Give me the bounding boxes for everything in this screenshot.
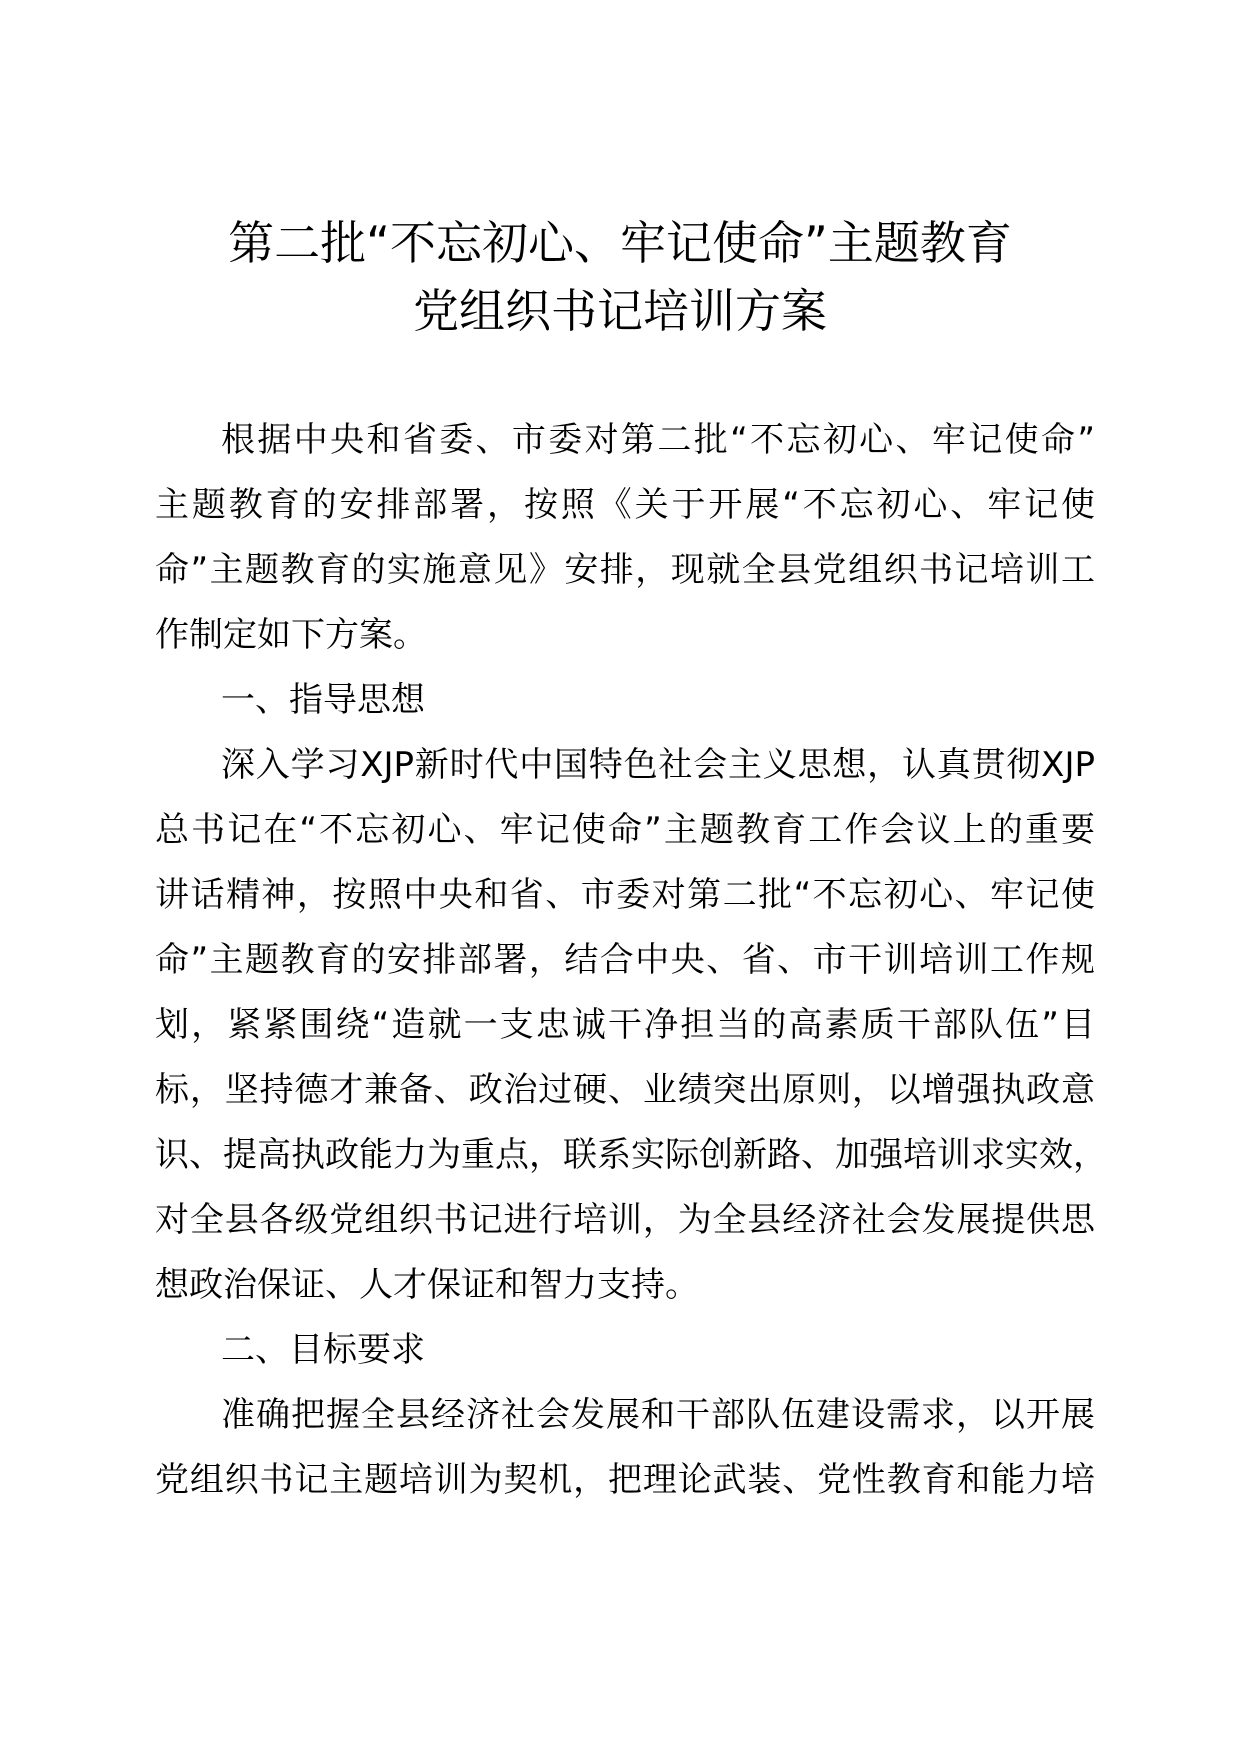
section-heading: 一、指导思想	[221, 680, 425, 720]
paragraph-line: 命”主题教育的实施意见》安排，现就全县党组织书记培训工	[155, 550, 1095, 590]
paragraph-line: 对全县各级党组织书记进行培训，为全县经济社会发展提供思	[155, 1200, 1095, 1240]
paragraph-line: 想政治保证、人才保证和智力支持。	[155, 1265, 699, 1305]
paragraph-line: 作制定如下方案。	[155, 615, 427, 655]
paragraph-line: 标，坚持德才兼备、政治过硬、业绩突出原则，以增强执政意	[155, 1070, 1095, 1110]
paragraph-line: 党组织书记主题培训为契机，把理论武装、党性教育和能力培	[155, 1460, 1095, 1500]
paragraph-line: 命”主题教育的安排部署，结合中央、省、市干训培训工作规	[155, 940, 1095, 980]
document-title-line-2: 党组织书记培训方案	[413, 284, 827, 338]
paragraph-line: 准确把握全县经济社会发展和干部队伍建设需求，以开展	[221, 1395, 1095, 1435]
section-heading: 二、目标要求	[221, 1330, 425, 1370]
paragraph-line: 主题教育的安排部署，按照《关于开展“不忘初心、牢记使	[155, 485, 1095, 525]
paragraph-line: 深入学习XJP新时代中国特色社会主义思想，认真贯彻XJP	[221, 745, 1095, 785]
paragraph-line: 根据中央和省委、市委对第二批“不忘初心、牢记使命”	[221, 420, 1095, 460]
paragraph-line: 划，紧紧围绕“造就一支忠诚干净担当的高素质干部队伍”目	[155, 1005, 1095, 1045]
document-title-line-1: 第二批“不忘初心、牢记使命”主题教育	[228, 216, 1012, 270]
paragraph-line: 讲话精神，按照中央和省、市委对第二批“不忘初心、牢记使	[155, 875, 1095, 915]
paragraph-line: 总书记在“不忘初心、牢记使命”主题教育工作会议上的重要	[155, 810, 1095, 850]
paragraph-line: 识、提高执政能力为重点，联系实际创新路、加强培训求实效，	[155, 1135, 1107, 1175]
